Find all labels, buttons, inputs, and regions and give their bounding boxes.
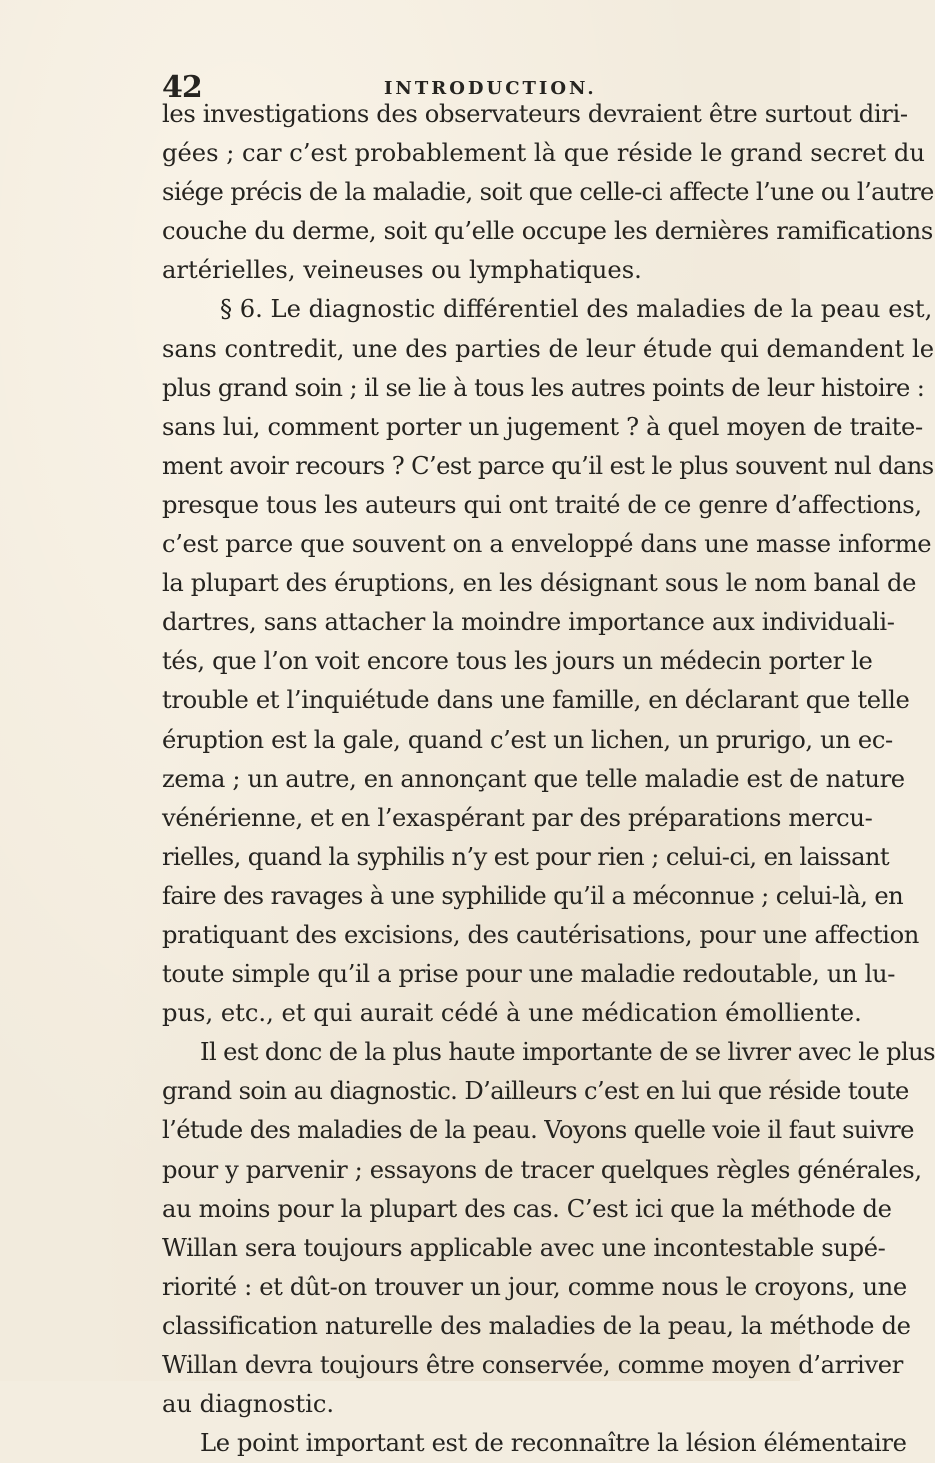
text-line: sans lui, comment porter un jugement ? à quel moyen de traite-: [162, 412, 923, 441]
text-line: plus grand soin ; il se lie à tous les autres points de leur histoire :: [162, 373, 925, 402]
page-number: 42: [162, 70, 202, 105]
text-line: vénérienne, et en l’exaspérant par des préparations mercu-: [162, 803, 873, 832]
text-line: pratiquant des excisions, des cautérisations, pour une affection: [162, 920, 920, 949]
text-line: au moins pour la plupart des cas. C’est ici que la méthode de: [162, 1194, 892, 1223]
paragraph-start-line: Le point important est de reconnaître la lésion élémentaire: [200, 1429, 907, 1458]
text-line: gées ; car c’est probablement là que réside le grand secret du: [162, 139, 925, 168]
text-line: grand soin au diagnostic. D’ailleurs c’est en lui que réside toute: [162, 1077, 909, 1106]
text-line: siége précis de la maladie, soit que celle-ci affecte l’une ou l’autre: [162, 178, 934, 207]
text-line: Willan sera toujours applicable avec une incontestable supé-: [162, 1233, 886, 1262]
text-line: pus, etc., et qui aurait cédé à une médication émolliente.: [162, 999, 862, 1028]
text-line: au diagnostic.: [162, 1390, 335, 1419]
text-line: riorité : et dût-on trouver un jour, comme nous le croyons, une: [162, 1272, 907, 1301]
paragraph-start-line: Il est donc de la plus haute importante de se livrer avec le plus: [200, 1038, 935, 1067]
text-line: toute simple qu’il a prise pour une maladie redoutable, un lu-: [162, 960, 896, 989]
running-title: INTRODUCTION.: [384, 78, 597, 99]
text-line: classification naturelle des maladies de la peau, la méthode de: [162, 1311, 911, 1340]
text-line: dartres, sans attacher la moindre importance aux individuali-: [162, 608, 895, 637]
text-line: éruption est la gale, quand c’est un lichen, un prurigo, un ec-: [162, 725, 893, 754]
section-heading-line: § 6. Le diagnostic différentiel des maladies de la peau est,: [220, 295, 933, 324]
text-line: tés, que l’on voit encore tous les jours un médecin porter le: [162, 647, 873, 676]
text-line: rielles, quand la syphilis n’y est pour rien ; celui-ci, en laissant: [162, 842, 890, 871]
text-line: pour y parvenir ; essayons de tracer quelques règles générales,: [162, 1155, 922, 1184]
text-line: faire des ravages à une syphilide qu’il a méconnue ; celui-là, en: [162, 881, 904, 910]
body-text: [162, 95, 935, 1463]
text-line: l’étude des maladies de la peau. Voyons quelle voie il faut suivre: [162, 1116, 914, 1145]
text-line: presque tous les auteurs qui ont traité de ce genre d’affections,: [162, 490, 922, 519]
text-line: la plupart des éruptions, en les désignant sous le nom banal de: [162, 569, 917, 598]
text-line: c’est parce que souvent on a enveloppé dans une masse informe: [162, 530, 932, 559]
text-line: sans contredit, une des parties de leur étude qui demandent le: [162, 334, 935, 363]
text-line: Willan devra toujours être conservée, comme moyen d’arriver: [162, 1351, 903, 1379]
text-line: zema ; un autre, en annonçant que telle maladie est de nature: [162, 764, 905, 793]
text-line: trouble et l’inquiétude dans une famille, en déclarant que telle: [162, 686, 910, 715]
text-line: ment avoir recours ? C’est parce qu’il est le plus souvent nul dans: [162, 451, 934, 480]
text-line: les investigations des observateurs devraient être surtout diri-: [162, 100, 908, 128]
text-line: couche du derme, soit qu’elle occupe les dernières ramifications: [162, 217, 933, 246]
text-line: artérielles, veineuses ou lymphatiques.: [162, 256, 642, 285]
